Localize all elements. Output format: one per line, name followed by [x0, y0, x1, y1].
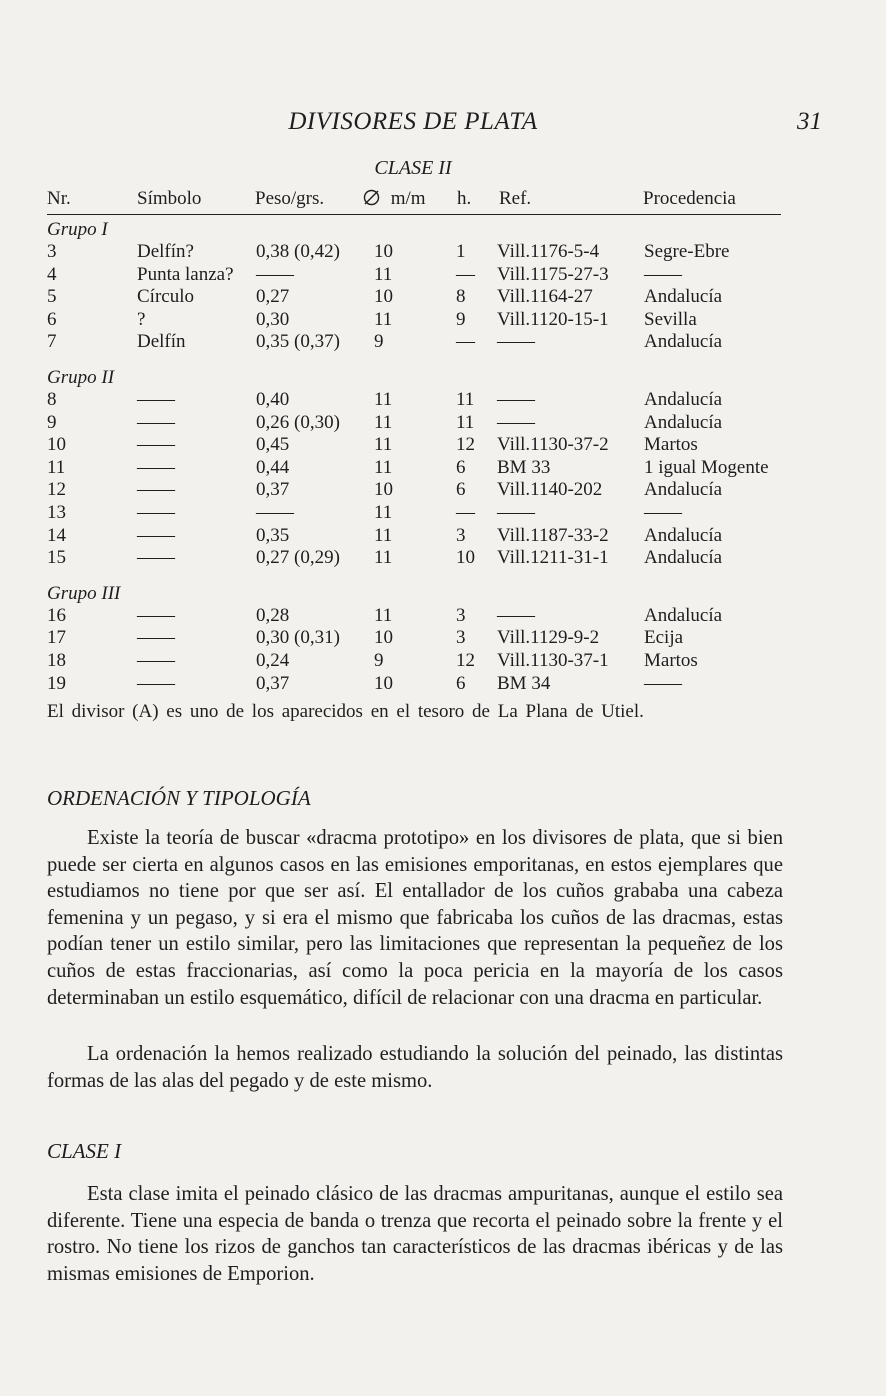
- col-header-diam-unit: m/m: [390, 188, 426, 209]
- cell-ref: BM 33: [497, 456, 551, 478]
- cell-sym: ——: [137, 672, 175, 694]
- cell-peso: 0,35 (0,37): [256, 331, 340, 353]
- cell-nr: 13: [47, 501, 66, 523]
- cell-peso: 0,40: [256, 388, 290, 410]
- table-row: [47, 309, 847, 332]
- cell-peso: 0,27 (0,29): [256, 547, 340, 569]
- cell-peso: 0,44: [256, 456, 290, 478]
- table-row: [47, 650, 847, 673]
- cell-ref: Vill.1176-5-4: [497, 241, 600, 262]
- cell-ref: ——: [497, 604, 535, 626]
- cell-nr: 7: [47, 331, 57, 353]
- cell-proc: Andalucía: [644, 479, 723, 501]
- cell-diam: 11: [374, 501, 393, 523]
- group-spacer: [47, 354, 847, 366]
- cell-h: 1: [456, 241, 466, 262]
- cell-ref: Vill.1129-9-2: [497, 627, 600, 649]
- col-header-nr: Nr.: [47, 188, 71, 209]
- table-row: [47, 241, 847, 264]
- cell-sym: ?: [137, 308, 146, 330]
- cell-peso: 0,28: [256, 604, 290, 626]
- cell-nr: 16: [47, 604, 66, 626]
- col-header-h: h.: [457, 188, 472, 209]
- cell-h: 6: [456, 672, 466, 694]
- cell-sym: Delfín: [137, 331, 186, 353]
- cell-proc: Martos: [644, 434, 698, 456]
- paragraph-ordenacion-2: La ordenación la hemos realizado estudiando la solución del peinado, las distintas formas de las alas del pegado y de este mismo.: [47, 1043, 783, 1092]
- table-row: [47, 479, 847, 502]
- cell-diam: 11: [374, 456, 393, 478]
- cell-h: 6: [456, 479, 466, 501]
- cell-nr: 12: [47, 479, 66, 501]
- cell-sym: ——: [137, 456, 175, 478]
- cell-diam: 10: [374, 627, 393, 649]
- table-row: [47, 627, 847, 650]
- group-spacer: [47, 570, 847, 582]
- table-footnote: El divisor (A) es uno de los aparecidos en el tesoro de La Plana de Utiel.: [47, 701, 644, 722]
- cell-ref: Vill.1211-31-1: [497, 547, 609, 569]
- cell-proc: Andalucía: [644, 388, 723, 410]
- cell-diam: 11: [374, 604, 393, 626]
- cell-proc: Ecija: [644, 627, 684, 649]
- paragraph-clase-i: Esta clase imita el peinado clásico de las dracmas ampuritanas, aunque el estilo sea diferente. Tiene una especia de banda o trenza que recorta el peinado sobre la frente y el rostro. No tiene los rizos de ganchos tan característicos de las dracmas ibéricas y de las mismas emisiones de Emporion.: [47, 1183, 783, 1285]
- cell-peso: 0,26 (0,30): [256, 411, 340, 433]
- table-body: [47, 218, 847, 695]
- cell-proc: Andalucía: [644, 604, 723, 626]
- cell-sym: ——: [137, 479, 175, 501]
- cell-h: 11: [456, 388, 475, 410]
- cell-peso: 0,30: [256, 308, 290, 330]
- cell-peso: 0,45: [256, 434, 290, 456]
- cell-nr: 15: [47, 547, 66, 569]
- cell-diam: 9: [374, 649, 384, 671]
- cell-peso: ——: [256, 501, 294, 523]
- group-label: Grupo III: [47, 582, 121, 604]
- cell-proc: Segre-Ebre: [644, 241, 730, 262]
- cell-sym: ——: [137, 434, 175, 456]
- cell-ref: Vill.1187-33-2: [497, 524, 609, 546]
- cell-sym: ——: [137, 604, 175, 626]
- cell-ref: Vill.1130-37-2: [497, 434, 609, 456]
- cell-proc: Andalucía: [644, 547, 723, 569]
- running-title: DIVISORES DE PLATA: [288, 108, 538, 135]
- cell-sym: ——: [137, 649, 175, 671]
- cell-proc: Andalucía: [644, 286, 723, 308]
- cell-sym: ——: [137, 627, 175, 649]
- cell-ref: ——: [497, 388, 535, 410]
- table-row: [47, 502, 847, 525]
- cell-sym: Delfín?: [137, 241, 194, 262]
- cell-sym: ——: [137, 411, 175, 433]
- cell-peso: 0,37: [256, 479, 290, 501]
- cell-proc: 1 igual Mogente: [644, 456, 769, 478]
- table-row: [47, 547, 847, 570]
- cell-ref: BM 34: [497, 672, 551, 694]
- table-row: [47, 434, 847, 457]
- cell-ref: Vill.1175-27-3: [497, 263, 609, 285]
- cell-diam: 10: [374, 672, 393, 694]
- cell-sym: ——: [137, 388, 175, 410]
- cell-ref: Vill.1120-15-1: [497, 308, 609, 330]
- cell-sym: ——: [137, 547, 175, 569]
- cell-diam: 11: [374, 434, 393, 456]
- table-row: [47, 605, 847, 628]
- table-row: [47, 286, 847, 309]
- cell-diam: 11: [374, 547, 393, 569]
- cell-h: 10: [456, 547, 475, 569]
- cell-nr: 14: [47, 524, 66, 546]
- cell-nr: 4: [47, 263, 57, 285]
- cell-proc: Martos: [644, 649, 698, 671]
- cell-nr: 5: [47, 286, 57, 308]
- cell-h: 8: [456, 286, 466, 308]
- cell-sym: Punta lanza?: [137, 263, 234, 285]
- cell-h: 3: [456, 524, 466, 546]
- cell-diam: 10: [374, 286, 393, 308]
- cell-nr: 3: [47, 241, 57, 262]
- paragraph-ordenacion-1: Existe la teoría de buscar «dracma prototipo» en los divisores de plata, que si bien puede ser cierta en algunos casos en las emisiones emporitanas, en estos ejemplares que estudiamos no tiene por que ser así. El entallador de los cuños grababa una cabeza femenina y un pegaso, y si era el mismo que fabricaba los cuños de las dracmas, estas podían tener un estilo similar, pero las limitaciones que representan la pequeñez de los cuños de estas fraccionarias, así como la poca pericia en la mayoría de los casos determinaban un estilo esquemático, difícil de relacionar con una dracma en particular.: [47, 827, 783, 1009]
- cell-sym: ——: [137, 524, 175, 546]
- cell-peso: 0,30 (0,31): [256, 627, 340, 649]
- cell-ref: Vill.1140-202: [497, 479, 603, 501]
- cell-proc: ——: [644, 263, 682, 285]
- cell-proc: ——: [644, 501, 682, 523]
- cell-nr: 19: [47, 672, 66, 694]
- cell-diam: 10: [374, 479, 393, 501]
- cell-nr: 10: [47, 434, 66, 456]
- cell-peso: 0,38 (0,42): [256, 241, 340, 262]
- cell-h: 12: [456, 434, 475, 456]
- cell-peso: 0,27: [256, 286, 290, 308]
- cell-ref: ——: [497, 501, 535, 523]
- cell-sym: Círculo: [137, 286, 194, 308]
- cell-ref: ——: [497, 331, 535, 353]
- table-header: [47, 188, 781, 215]
- cell-peso: 0,37: [256, 672, 290, 694]
- col-header-peso: Peso/grs.: [255, 188, 325, 209]
- col-header-ref: Ref.: [499, 188, 532, 209]
- cell-h: 3: [456, 627, 466, 649]
- cell-nr: 11: [47, 456, 66, 478]
- table-row: [47, 389, 847, 412]
- col-header-diametro: [363, 188, 426, 210]
- cell-nr: 6: [47, 308, 57, 330]
- cell-h: 3: [456, 604, 466, 626]
- cell-h: —: [456, 263, 475, 285]
- section-title-ordenacion: ORDENACIÓN Y TIPOLOGÍA: [47, 786, 311, 810]
- cell-peso: 0,24: [256, 649, 290, 671]
- cell-diam: 11: [374, 411, 393, 433]
- cell-sym: ——: [137, 501, 175, 523]
- cell-h: —: [456, 501, 475, 523]
- cell-ref: Vill.1164-27: [497, 286, 593, 308]
- cell-nr: 18: [47, 649, 66, 671]
- cell-proc: Sevilla: [644, 308, 697, 330]
- cell-diam: 10: [374, 241, 393, 262]
- cell-h: 6: [456, 456, 466, 478]
- cell-peso: 0,35: [256, 524, 290, 546]
- cell-ref: ——: [497, 411, 535, 433]
- cell-proc: ——: [644, 672, 682, 694]
- col-header-simbolo: Símbolo: [137, 188, 202, 209]
- cell-proc: Andalucía: [644, 524, 723, 546]
- cell-peso: ——: [256, 263, 294, 285]
- page-number: 31: [797, 108, 822, 135]
- cell-proc: Andalucía: [644, 331, 723, 353]
- group-label: Grupo II: [47, 366, 115, 388]
- diameter-icon: [363, 189, 380, 206]
- cell-h: 12: [456, 649, 475, 671]
- table-row: [47, 525, 847, 548]
- col-header-procedencia: Procedencia: [643, 188, 736, 209]
- cell-nr: 8: [47, 388, 57, 410]
- table-row: [47, 412, 847, 435]
- cell-diam: 11: [374, 263, 393, 285]
- table-row: [47, 331, 847, 354]
- table-row: [47, 673, 847, 696]
- cell-nr: 17: [47, 627, 66, 649]
- table-row: [47, 457, 847, 480]
- cell-diam: 11: [374, 524, 393, 546]
- section-title-clase-i: CLASE I: [47, 1139, 122, 1163]
- cell-ref: Vill.1130-37-1: [497, 649, 609, 671]
- cell-nr: 9: [47, 411, 57, 433]
- cell-h: 11: [456, 411, 475, 433]
- cell-diam: 9: [374, 331, 384, 353]
- cell-h: —: [456, 331, 475, 353]
- cell-proc: Andalucía: [644, 411, 723, 433]
- table-title: CLASE II: [374, 157, 452, 179]
- cell-diam: 11: [374, 308, 393, 330]
- cell-h: 9: [456, 308, 466, 330]
- table-row: [47, 264, 847, 287]
- group-label: Grupo I: [47, 219, 108, 240]
- cell-diam: 11: [374, 388, 393, 410]
